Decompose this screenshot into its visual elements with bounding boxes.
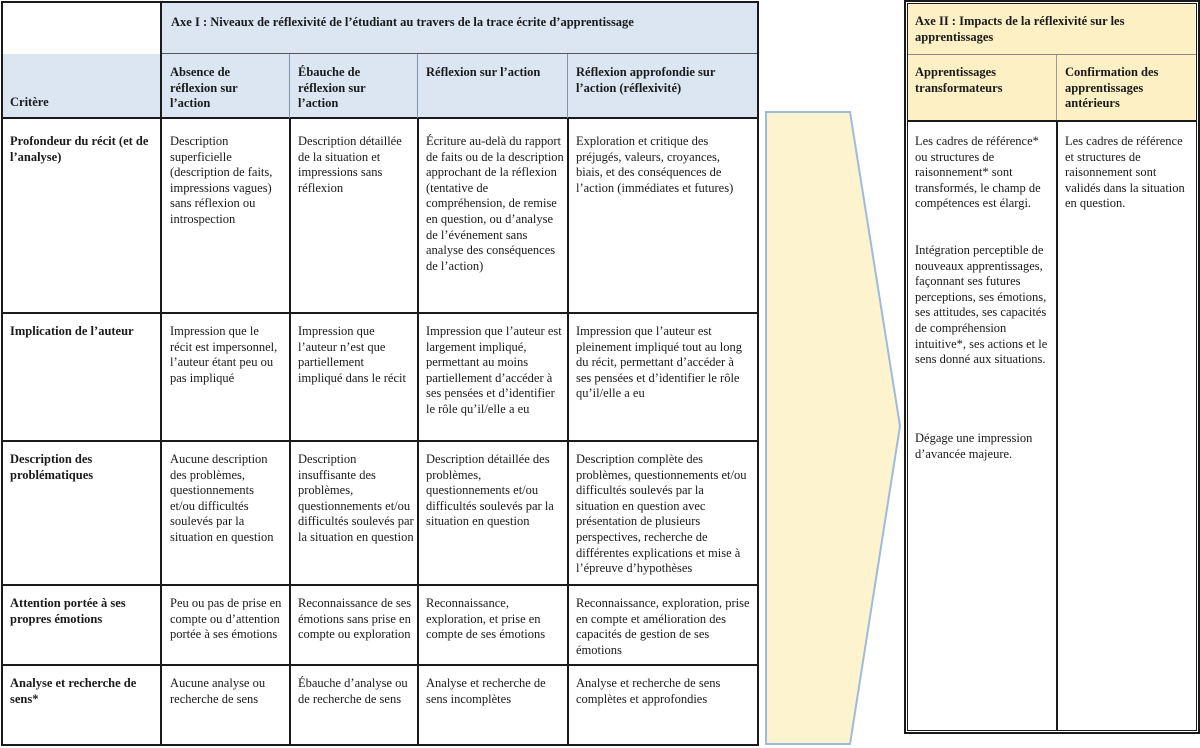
divider — [3, 440, 757, 442]
axe2-title: Axe II : Impacts de la réflexivité sur les apprentissages — [915, 14, 1125, 44]
axe2-column-header: Confirmation des apprentissages antérieurs — [1065, 65, 1159, 111]
table-cell: Analyse et recherche de sens complètes et approfondies — [576, 676, 721, 706]
table-cell: Aucune description des problèmes, questionnements et/ou difficultés soulevés par la situation en question — [170, 452, 274, 544]
table-cell: Impression que le récit est impersonnel, l’auteur étant peu ou pas impliqué — [170, 324, 278, 385]
criterion-label: Analyse et recherche de sens* — [10, 676, 137, 706]
divider — [567, 118, 569, 744]
column-header: Réflexion sur l’action — [426, 65, 541, 79]
table-cell: Peu ou pas de prise en compte ou d’attention portée à ses émotions — [170, 596, 282, 642]
divider — [908, 120, 1196, 122]
criterion-label: Implication de l’auteur — [10, 324, 134, 338]
right-arrow-icon — [760, 108, 910, 748]
divider — [3, 664, 757, 666]
divider — [3, 312, 757, 314]
table-cell: Impression que l’auteur est pleinement impliqué tout au long du récit, permettant d’accéder à ses pensées et d’identifier le rôle qu’il/elle a eu — [576, 324, 742, 401]
table-cell: Description insuffisante des problèmes, questionnements et/ou difficultés soulevés par la situation en question — [298, 452, 414, 544]
divider — [3, 584, 757, 586]
divider — [1056, 55, 1057, 120]
transformateurs-paragraph: Intégration perceptible de nouveaux apprentissages, façonnant ses futures perceptions, ses émotions, ses attitudes, ses capacités de compréhension intuitive*, ses actions et le sens donné aux situations. — [915, 243, 1048, 367]
table-cell: Analyse et recherche de sens incomplètes — [426, 676, 546, 706]
anterieurs-paragraph: Les cadres de référence et structures de raisonnement sont validés dans la situation en question. — [1065, 134, 1185, 211]
divider — [567, 54, 568, 118]
axe1-title: Axe I : Niveaux de réflexivité de l’étudiant au travers de la trace écrite d’apprentissage — [171, 15, 634, 29]
divider — [289, 118, 291, 744]
axe2-column-header: Apprentissages transformateurs — [915, 65, 1003, 95]
table-cell: Écriture au-delà du rapport de faits ou de la description approchant de la réflexion (tentative de compréhension, de remise en question, ou d’analyse de l’événement sans analyse des conséquences de l’action) — [426, 134, 564, 273]
criterion-label: Description des problématiques — [10, 452, 94, 482]
table-cell: Reconnaissance, exploration, prise en compte et amélioration des capacités de gestion de ses émotions — [576, 596, 750, 657]
divider — [1056, 122, 1058, 730]
table-cell: Ébauche d’analyse ou de recherche de sens — [298, 676, 408, 706]
table-cell: Reconnaissance de ses émotions sans prise en compte ou exploration — [298, 596, 412, 642]
transformateurs-paragraph: Les cadres de référence* ou structures de raisonnement* sont transformés, le champ de compétences est élargi. — [915, 134, 1041, 211]
table-cell: Aucune analyse ou recherche de sens — [170, 676, 266, 706]
table-cell: Description superficielle (description de faits, impressions vagues) sans réflexion ou introspection — [170, 134, 273, 226]
divider — [161, 53, 757, 54]
divider — [289, 54, 290, 118]
criterion-label: Attention portée à ses propres émotions — [10, 596, 126, 626]
criterion-label: Profondeur du récit (et de l’analyse) — [10, 134, 149, 164]
column-header: Ébauche de réflexion sur l’action — [298, 65, 366, 111]
column-header: Absence de réflexion sur l’action — [170, 65, 238, 111]
divider — [417, 118, 419, 744]
table-cell: Impression que l’auteur n’est que partiellement impliqué dans le récit — [298, 324, 406, 385]
divider — [417, 54, 418, 118]
transformateurs-paragraph: Dégage une impression d’avancée majeure. — [915, 431, 1033, 461]
table-cell: Description détaillée des problèmes, questionnements et/ou difficultés soulevés par la situation en question — [426, 452, 554, 529]
table-cell: Exploration et critique des préjugés, valeurs, croyances, biais, et des conséquences de l’action (immédiates et futures) — [576, 134, 734, 195]
table-cell: Description détaillée de la situation et impressions sans réflexion — [298, 134, 402, 195]
table-cell: Reconnaissance, exploration, et prise en compte de ses émotions — [426, 596, 546, 642]
divider — [908, 54, 1196, 55]
criterion-header: Critère — [10, 95, 49, 109]
divider — [3, 117, 757, 119]
table-cell: Description complète des problèmes, questionnements et/ou difficultés soulevés par la situation en question avec présentation de plusieurs perspectives, recherche de différentes explications et mise à l’épreuve d’hypothèses — [576, 452, 747, 576]
divider — [160, 3, 162, 744]
table-cell: Impression que l’auteur est largement impliqué, permettant au moins partiellement d’accéder à ses pensées et d’identifier le rôle qu’il/elle a eu — [426, 324, 562, 416]
column-header: Réflexion approfondie sur l’action (réflexivité) — [576, 65, 716, 95]
